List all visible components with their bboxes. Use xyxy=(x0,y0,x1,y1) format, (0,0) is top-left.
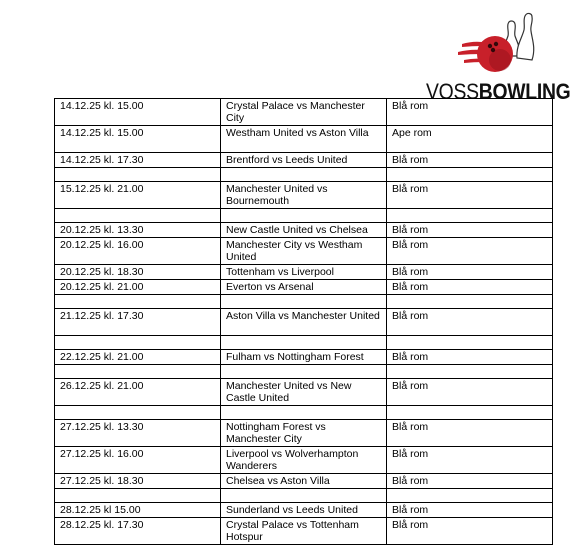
date-cell: 27.12.25 kl. 16.00 xyxy=(55,447,221,474)
date-cell: 21.12.25 kl. 17.30 xyxy=(55,309,221,336)
room-cell: Blå rom xyxy=(387,379,553,406)
match-cell: Manchester United vs New Castle United xyxy=(221,379,387,406)
date-cell: 14.12.25 kl. 15.00 xyxy=(55,99,221,126)
match-cell: Brentford vs Leeds United xyxy=(221,153,387,168)
match-cell: Liverpool vs Wolverhampton Wanderers xyxy=(221,447,387,474)
room-cell: Blå rom xyxy=(387,474,553,489)
logo-text-bold: BOWLING xyxy=(478,79,571,104)
spacer-row xyxy=(55,489,553,503)
room-cell: Blå rom xyxy=(387,420,553,447)
room-cell: Blå rom xyxy=(387,223,553,238)
date-cell xyxy=(55,406,221,420)
date-cell xyxy=(55,489,221,503)
date-cell xyxy=(55,365,221,379)
date-cell xyxy=(55,336,221,350)
room-cell: Blå rom xyxy=(387,153,553,168)
match-cell: Crystal Palace vs Tottenham Hotspur xyxy=(221,518,387,545)
room-cell xyxy=(387,336,553,350)
table-row xyxy=(55,309,553,336)
table-row xyxy=(55,350,553,365)
table-row xyxy=(55,182,553,209)
schedule-body xyxy=(55,99,553,545)
table-row xyxy=(55,474,553,489)
match-cell xyxy=(221,295,387,309)
spacer-row xyxy=(55,365,553,379)
room-cell xyxy=(387,489,553,503)
spacer-row xyxy=(55,336,553,350)
date-cell: 14.12.25 kl. 15.00 xyxy=(55,126,221,153)
match-cell xyxy=(221,168,387,182)
room-cell: Blå rom xyxy=(387,447,553,474)
date-cell: 22.12.25 kl. 21.00 xyxy=(55,350,221,365)
room-cell xyxy=(387,406,553,420)
room-cell: Blå rom xyxy=(387,280,553,295)
table-row xyxy=(55,238,553,265)
match-cell: Everton vs Arsenal xyxy=(221,280,387,295)
vossbowling-logo xyxy=(424,8,571,104)
date-cell: 27.12.25 kl. 18.30 xyxy=(55,474,221,489)
table-row xyxy=(55,265,553,280)
table-row xyxy=(55,126,553,153)
match-cell: Manchester City vs Westham United xyxy=(221,238,387,265)
room-cell: Blå rom xyxy=(387,182,553,209)
date-cell: 15.12.25 kl. 21.00 xyxy=(55,182,221,209)
room-cell xyxy=(387,209,553,223)
date-cell xyxy=(55,295,221,309)
room-cell: Blå rom xyxy=(387,350,553,365)
spacer-row xyxy=(55,406,553,420)
date-cell: 20.12.25 kl. 16.00 xyxy=(55,238,221,265)
table-row xyxy=(55,379,553,406)
match-cell: Aston Villa vs Manchester United xyxy=(221,309,387,336)
table-row xyxy=(55,420,553,447)
spacer-row xyxy=(55,209,553,223)
date-cell xyxy=(55,209,221,223)
date-cell: 28.12.25 kl 15.00 xyxy=(55,503,221,518)
match-cell: Sunderland vs Leeds United xyxy=(221,503,387,518)
room-cell: Blå rom xyxy=(387,309,553,336)
room-cell: Blå rom xyxy=(387,265,553,280)
match-schedule-table xyxy=(54,98,553,545)
match-cell xyxy=(221,365,387,379)
date-cell: 28.12.25 kl. 17.30 xyxy=(55,518,221,545)
date-cell: 20.12.25 kl. 21.00 xyxy=(55,280,221,295)
room-cell: Blå rom xyxy=(387,99,553,126)
match-cell: New Castle United vs Chelsea xyxy=(221,223,387,238)
match-cell xyxy=(221,209,387,223)
table-row xyxy=(55,99,553,126)
match-cell: Tottenham vs Liverpool xyxy=(221,265,387,280)
date-cell: 20.12.25 kl. 18.30 xyxy=(55,265,221,280)
match-cell: Fulham vs Nottingham Forest xyxy=(221,350,387,365)
logo-text-light: VOSS xyxy=(426,79,479,104)
room-cell: Blå rom xyxy=(387,518,553,545)
table-row xyxy=(55,503,553,518)
date-cell: 20.12.25 kl. 13.30 xyxy=(55,223,221,238)
room-cell xyxy=(387,365,553,379)
table-row xyxy=(55,223,553,238)
spacer-row xyxy=(55,295,553,309)
match-cell xyxy=(221,489,387,503)
room-cell: Blå rom xyxy=(387,503,553,518)
table-row xyxy=(55,447,553,474)
table-row xyxy=(55,153,553,168)
room-cell xyxy=(387,168,553,182)
room-cell xyxy=(387,295,553,309)
match-cell xyxy=(221,336,387,350)
match-cell xyxy=(221,406,387,420)
match-cell: Manchester United vs Bournemouth xyxy=(221,182,387,209)
match-cell: Nottingham Forest vs Manchester City xyxy=(221,420,387,447)
date-cell: 14.12.25 kl. 17.30 xyxy=(55,153,221,168)
match-cell: Chelsea vs Aston Villa xyxy=(221,474,387,489)
match-cell: Westham United vs Aston Villa xyxy=(221,126,387,153)
date-cell: 27.12.25 kl. 13.30 xyxy=(55,420,221,447)
match-cell: Crystal Palace vs Manchester City xyxy=(221,99,387,126)
date-cell: 26.12.25 kl. 21.00 xyxy=(55,379,221,406)
bowling-ball-and-pins-icon xyxy=(424,8,554,80)
table-row xyxy=(55,280,553,295)
table-row xyxy=(55,518,553,545)
room-cell: Blå rom xyxy=(387,238,553,265)
room-cell: Ape rom xyxy=(387,126,553,153)
date-cell xyxy=(55,168,221,182)
spacer-row xyxy=(55,168,553,182)
